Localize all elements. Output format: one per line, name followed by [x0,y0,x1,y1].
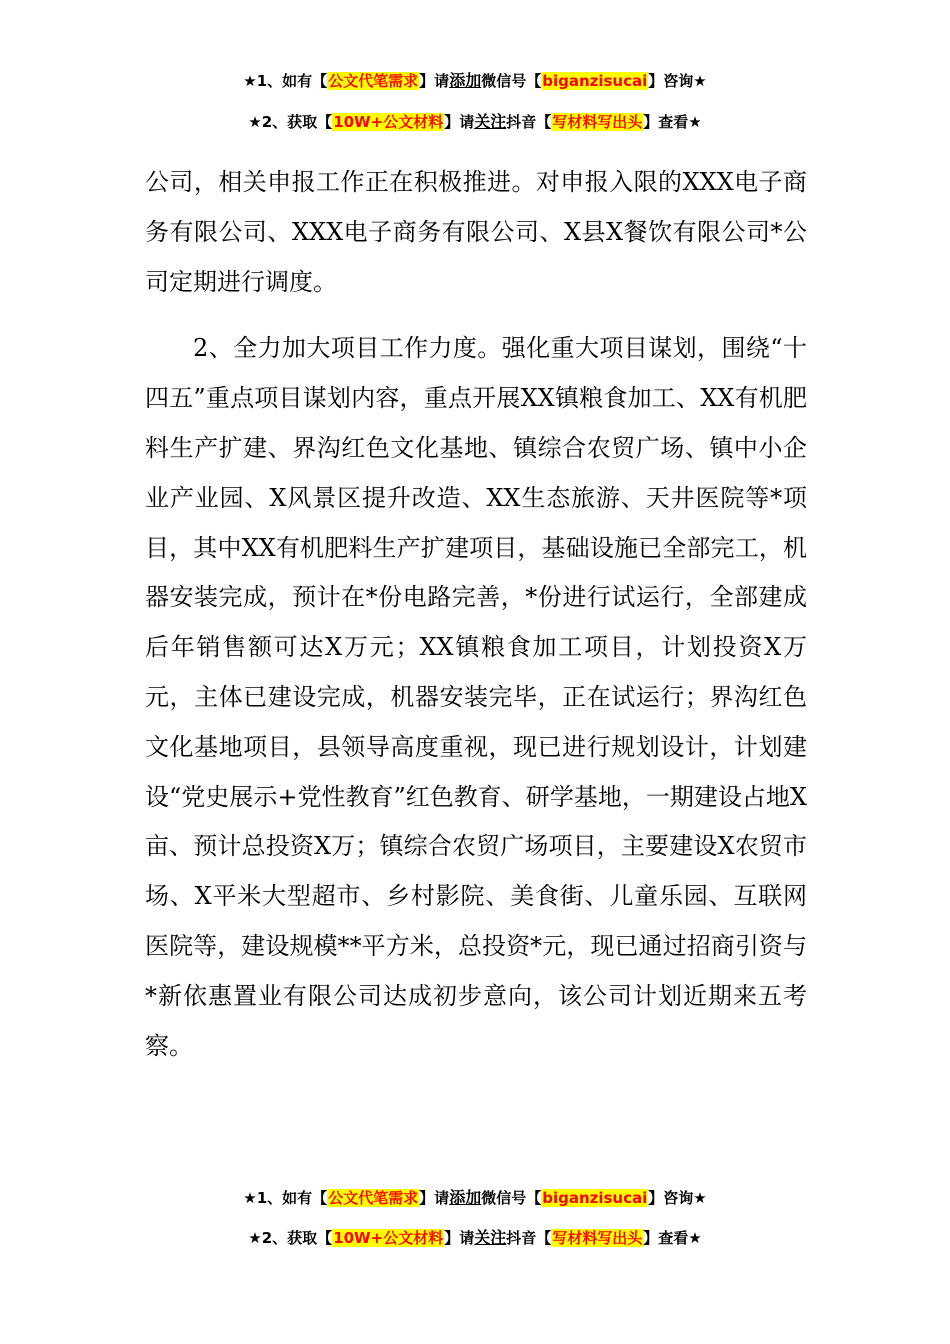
header-promo-line-1 [0,70,950,92]
promo-text: 】查看★ [643,113,702,131]
promo-text: ★1、如有【 [243,72,328,90]
promo-text: 】查看★ [643,1229,702,1247]
body-paragraph-2: 2、全力加大项目工作力度。强化重大项目谋划，围绕“十四五”重点项目谋划内容，重点开展XX镇粮食加工、XX有机肥料生产扩建、界沟红色文化基地、镇综合农贸广场、镇中小企业产业园、X风景区提升改造、XX生态旅游、天井医院等*项目，其中XX有机肥料生产扩建项目，基础设施已全部完工，机器安装完成，预计在*份电路完善，*份进行试运行，全部建成后年销售额可达X万元；XX镇粮食加工项目，计划投资X万元，主体已建设完成，机器安装完毕，正在试运行；界沟红色文化基地项目，县领导高度重视，现已进行规划设计，计划建设“党史展示+党性教育”红色教育、研学基地，一期建设占地X亩、预计总投资X万；镇综合农贸广场项目，主要建设X农贸市场、X平米大型超市、乡村影院、美食街、儿童乐园、互联网医院等，建设规模**平方米，总投资*元，现已通过招商引资与*新依惠置业有限公司达成初步意向，该公司计划近期来五考察。 [145,334,807,1060]
promo-highlight: 10W+公文材料 [333,1229,444,1247]
promo-underlined: 添加 [449,1188,482,1207]
promo-text: 】咨询★ [648,1189,707,1207]
promo-text: 】请 [444,1229,475,1247]
document-body [145,158,807,1071]
promo-text: 】请 [444,113,475,131]
promo-text: 微信号【 [481,1189,542,1207]
promo-underlined: 关注 [474,112,507,131]
promo-text: 】请 [419,1189,450,1207]
promo-text: ★1、如有【 [243,1189,328,1207]
promo-highlight: 公文代笔需求 [328,1189,419,1207]
header-promo-line-2 [0,111,950,133]
promo-text: 】咨询★ [648,72,707,90]
promo-underlined: 添加 [449,71,482,90]
promo-text: 】请 [419,72,450,90]
promo-text: 抖音【 [506,113,552,131]
footer-promo-line-1 [0,1187,950,1209]
promo-text: 微信号【 [481,72,542,90]
promo-text: ★2、获取【 [248,113,333,131]
promo-highlight: 写材料写出头 [552,1229,643,1247]
footer-promo-line-2 [0,1227,950,1249]
promo-highlight: 10W+公文材料 [333,113,444,131]
promo-text: ★2、获取【 [248,1229,333,1247]
promo-highlight: 公文代笔需求 [328,72,419,90]
body-paragraph-1: 公司，相关申报工作正在积极推进。对申报入限的XXX电子商务有限公司、XXX电子商务有限公司、X县X餐饮有限公司*公司定期进行调度。 [145,168,807,296]
promo-text: 抖音【 [506,1229,552,1247]
promo-highlight: biganzisucai [542,72,648,90]
promo-highlight: biganzisucai [542,1189,648,1207]
promo-highlight: 写材料写出头 [552,113,643,131]
promo-underlined: 关注 [474,1228,507,1247]
